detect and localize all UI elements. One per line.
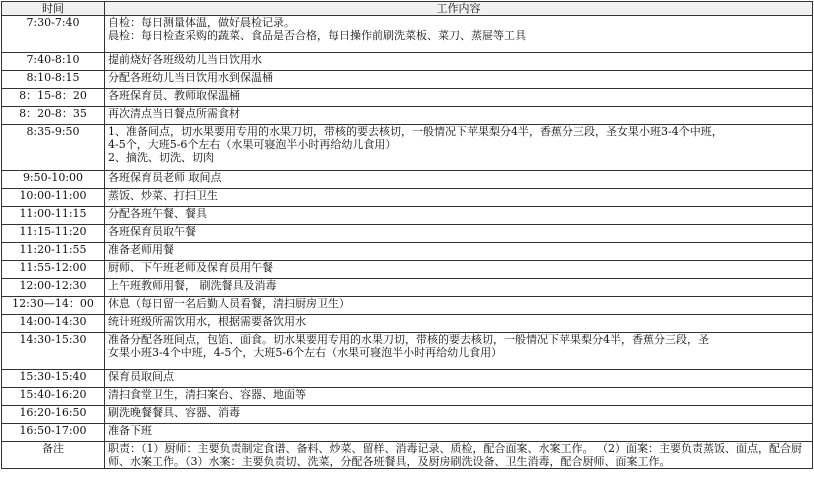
- time-cell: 15:40-16:20: [2, 388, 105, 406]
- table-row: [2, 333, 813, 370]
- time-cell: 11:15-11:20: [2, 225, 105, 243]
- table-row: [2, 125, 813, 171]
- remarks-text-body: 职责：（1）厨师：主要负责制定食谱、备料、炒菜、留样、消毒记录、质检，配合面案、水案工作。 （2）面案：主要负责蒸饭、面点，配合厨师、水案工作。（3）水案：主要负责切、洗菜，分配各班餐具，及厨房刷洗设备、卫生消毒，配合厨师、面案工作。: [108, 442, 802, 468]
- table-row: [2, 424, 813, 442]
- table-row: [2, 89, 813, 107]
- remarks-label: 备注: [2, 442, 105, 469]
- table-row: [2, 315, 813, 333]
- content-cell: [105, 125, 813, 171]
- content-line: 提前烧好各班级幼儿当日饮用水: [108, 53, 262, 66]
- time-cell: 7:40-8:10: [2, 53, 105, 71]
- time-cell: 8:10-8:15: [2, 71, 105, 89]
- table-row: [2, 370, 813, 388]
- time-cell: 8：20-8：35: [2, 107, 105, 125]
- time-cell: 12:30—14：00: [2, 297, 105, 315]
- content-line: 准备下班: [108, 424, 152, 437]
- time-cell: 16:50-17:00: [2, 424, 105, 442]
- content-line: 1、准备间点，切水果要用专用的水果刀切，带核的要去核切，一般情况下苹果梨分4半，香蕉分三段，圣女果小班3-4个中班，: [108, 125, 723, 138]
- content-line: 再次清点当日餐点所需食材: [108, 107, 240, 120]
- time-cell: 11:00-11:15: [2, 207, 105, 225]
- content-line: 保育员取间点: [108, 370, 174, 383]
- content-line: 分配各班幼儿当日饮用水到保温桶: [108, 71, 273, 84]
- table-row: [2, 71, 813, 89]
- content-cell: [105, 333, 813, 370]
- table-row: [2, 261, 813, 279]
- schedule-body: [2, 16, 813, 442]
- content-cell: [105, 406, 813, 424]
- content-line: 分配各班午餐、餐具: [108, 207, 207, 220]
- content-cell: [105, 279, 813, 297]
- table-row: [2, 279, 813, 297]
- content-cell: [105, 243, 813, 261]
- time-cell: 11:20-11:55: [2, 243, 105, 261]
- content-cell: [105, 207, 813, 225]
- content-line: 厨师、下午班老师及保育员用午餐: [108, 261, 273, 274]
- content-cell: [105, 315, 813, 333]
- time-cell: 14:30-15:30: [2, 333, 105, 370]
- table-row: [2, 189, 813, 207]
- content-line: 准备分配各班间点，包馅、面食。切水果要用专用的水果刀切，带核的要去核切，一般情况下苹果梨分4半，香蕉分三段，圣: [108, 333, 709, 346]
- content-cell: [105, 71, 813, 89]
- content-line: 休息（每日留一名后勤人员看餐，清扫厨房卫生）: [108, 297, 350, 310]
- table-row: [2, 406, 813, 424]
- header-time: 时间: [2, 2, 105, 16]
- time-cell: 8：15-8：20: [2, 89, 105, 107]
- table-row: [2, 225, 813, 243]
- table-row: [2, 243, 813, 261]
- content-line: 4-5个，大班5-6个左右（水果可寝泡半小时再给幼儿食用）: [108, 138, 397, 151]
- time-cell: 11:55-12:00: [2, 261, 105, 279]
- header-row: [2, 2, 813, 16]
- content-line: 刷洗晚餐餐具、容器、消毒: [108, 406, 240, 419]
- remarks-row: [2, 442, 813, 469]
- time-cell: 7:30-7:40: [2, 16, 105, 53]
- table-row: [2, 107, 813, 125]
- content-cell: [105, 388, 813, 406]
- content-line: 各班保育员、教师取保温桶: [108, 89, 240, 102]
- remarks-text: [105, 442, 813, 469]
- content-cell: [105, 261, 813, 279]
- content-line: 各班保育员取午餐: [108, 225, 196, 238]
- content-cell: [105, 225, 813, 243]
- time-cell: 16:20-16:50: [2, 406, 105, 424]
- content-cell: [105, 107, 813, 125]
- time-cell: 9:50-10:00: [2, 171, 105, 189]
- content-line: 统计班级所需饮用水，根据需要备饮用水: [108, 315, 306, 328]
- time-cell: 8:35-9:50: [2, 125, 105, 171]
- content-cell: [105, 189, 813, 207]
- content-cell: [105, 16, 813, 53]
- time-cell: 10:00-11:00: [2, 189, 105, 207]
- content-line: 自检：每日测量体温，做好晨检记录。: [108, 16, 295, 29]
- time-cell: 12:00-12:30: [2, 279, 105, 297]
- content-line: 各班保育员老师 取间点: [108, 171, 222, 184]
- content-cell: [105, 370, 813, 388]
- time-cell: 15:30-15:40: [2, 370, 105, 388]
- table-row: [2, 297, 813, 315]
- table-row: [2, 388, 813, 406]
- content-cell: [105, 424, 813, 442]
- content-line: 清扫食堂卫生，清扫案台、容器、地面等: [108, 388, 306, 401]
- time-cell: 14:00-14:30: [2, 315, 105, 333]
- content-line: 上午班教师用餐， 刷洗餐具及消毒: [108, 279, 277, 292]
- content-line: 晨检：每日检查采购的蔬菜、食品是否合格，每日操作前刷洗菜板、菜刀、蒸屉等工具: [108, 29, 526, 42]
- content-cell: [105, 89, 813, 107]
- content-cell: [105, 297, 813, 315]
- content-line: 蒸饭、炒菜、打扫卫生: [108, 189, 218, 202]
- table-row: [2, 16, 813, 53]
- table-row: [2, 207, 813, 225]
- table-row: [2, 171, 813, 189]
- schedule-table: [1, 1, 813, 469]
- table-row: [2, 53, 813, 71]
- header-content: 工作内容: [105, 2, 813, 16]
- content-line: 2、摘洗、切洗、切肉: [108, 151, 214, 164]
- content-cell: [105, 53, 813, 71]
- content-cell: [105, 171, 813, 189]
- content-line: 女果小班3-4个中班，4-5个，大班5-6个左右（水果可寝泡半小时再给幼儿食用）: [108, 346, 503, 359]
- content-line: 准备老师用餐: [108, 243, 174, 256]
